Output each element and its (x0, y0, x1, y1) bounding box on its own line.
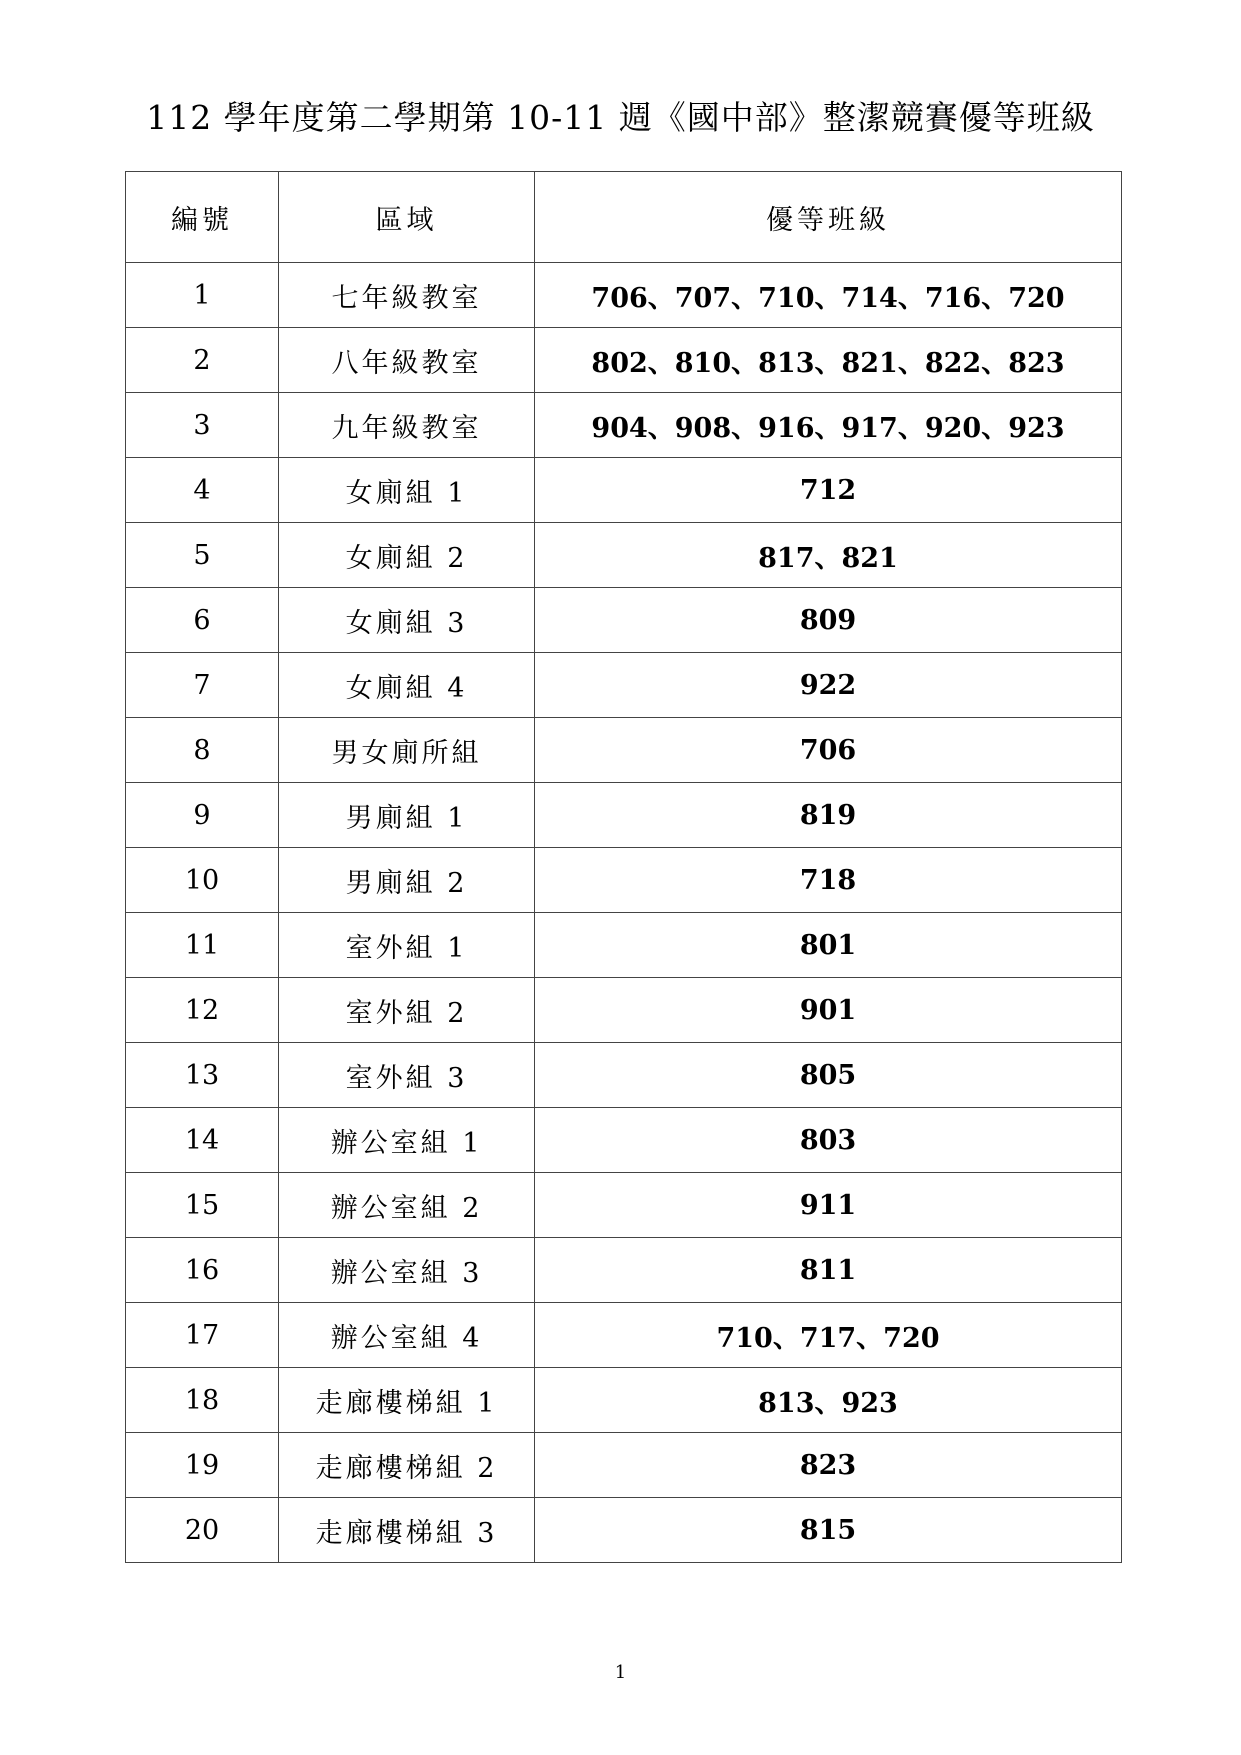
row-number: 14 (126, 1108, 279, 1173)
page-number: 1 (614, 1662, 627, 1683)
table-row (126, 718, 1122, 783)
row-classes: 823 (535, 1433, 1122, 1498)
table-row (126, 458, 1122, 523)
table-row (126, 848, 1122, 913)
row-classes: 802、810、813、821、822、823 (535, 328, 1122, 393)
row-classes: 805 (535, 1043, 1122, 1108)
table-row (126, 393, 1122, 458)
table-header-row (126, 172, 1122, 263)
row-number: 15 (126, 1173, 279, 1238)
row-area: 辦公室組 1 (279, 1108, 535, 1173)
row-number: 5 (126, 523, 279, 588)
row-number: 7 (126, 653, 279, 718)
row-classes: 911 (535, 1173, 1122, 1238)
row-number: 9 (126, 783, 279, 848)
table-row (126, 328, 1122, 393)
row-area: 女廁組 3 (279, 588, 535, 653)
row-area: 男女廁所組 (279, 718, 535, 783)
row-classes: 710、717、720 (535, 1303, 1122, 1368)
row-area: 九年級教室 (279, 393, 535, 458)
header-classes: 優等班級 (535, 172, 1122, 263)
row-classes: 819 (535, 783, 1122, 848)
row-area: 室外組 3 (279, 1043, 535, 1108)
row-classes: 706、707、710、714、716、720 (535, 263, 1122, 328)
row-number: 11 (126, 913, 279, 978)
header-number: 編號 (126, 172, 279, 263)
row-classes: 817、821 (535, 523, 1122, 588)
row-area: 男廁組 2 (279, 848, 535, 913)
row-classes: 901 (535, 978, 1122, 1043)
row-area: 八年級教室 (279, 328, 535, 393)
table-row (126, 653, 1122, 718)
row-classes: 813、923 (535, 1368, 1122, 1433)
row-number: 10 (126, 848, 279, 913)
page-title: 112 學年度第二學期第 10-11 週《國中部》整潔競賽優等班級 (146, 98, 1095, 137)
row-number: 8 (126, 718, 279, 783)
table-row (126, 1173, 1122, 1238)
table-body (126, 263, 1122, 1563)
row-area: 女廁組 4 (279, 653, 535, 718)
row-classes: 706 (535, 718, 1122, 783)
row-area: 走廊樓梯組 2 (279, 1433, 535, 1498)
row-area: 室外組 1 (279, 913, 535, 978)
row-number: 1 (126, 263, 279, 328)
row-number: 3 (126, 393, 279, 458)
header-area: 區域 (279, 172, 535, 263)
row-classes: 809 (535, 588, 1122, 653)
row-number: 13 (126, 1043, 279, 1108)
table-row (126, 1303, 1122, 1368)
row-classes: 803 (535, 1108, 1122, 1173)
row-number: 17 (126, 1303, 279, 1368)
row-classes: 922 (535, 653, 1122, 718)
row-area: 辦公室組 4 (279, 1303, 535, 1368)
table-row (126, 1368, 1122, 1433)
row-area: 七年級教室 (279, 263, 535, 328)
table-row (126, 1043, 1122, 1108)
row-classes: 811 (535, 1238, 1122, 1303)
row-area: 辦公室組 2 (279, 1173, 535, 1238)
row-number: 12 (126, 978, 279, 1043)
awards-table (125, 171, 1122, 1563)
row-classes: 815 (535, 1498, 1122, 1563)
table-row (126, 588, 1122, 653)
row-area: 室外組 2 (279, 978, 535, 1043)
table-row (126, 263, 1122, 328)
row-number: 20 (126, 1498, 279, 1563)
table-row (126, 783, 1122, 848)
table-row (126, 978, 1122, 1043)
row-classes: 718 (535, 848, 1122, 913)
row-number: 4 (126, 458, 279, 523)
row-number: 19 (126, 1433, 279, 1498)
row-classes: 712 (535, 458, 1122, 523)
row-area: 走廊樓梯組 3 (279, 1498, 535, 1563)
table-row (126, 913, 1122, 978)
table-row (126, 1108, 1122, 1173)
row-number: 2 (126, 328, 279, 393)
row-number: 6 (126, 588, 279, 653)
row-area: 男廁組 1 (279, 783, 535, 848)
row-classes: 801 (535, 913, 1122, 978)
row-area: 女廁組 1 (279, 458, 535, 523)
row-area: 走廊樓梯組 1 (279, 1368, 535, 1433)
table-row (126, 1498, 1122, 1563)
table-row (126, 523, 1122, 588)
table-row (126, 1433, 1122, 1498)
row-number: 18 (126, 1368, 279, 1433)
row-area: 辦公室組 3 (279, 1238, 535, 1303)
table-row (126, 1238, 1122, 1303)
row-number: 16 (126, 1238, 279, 1303)
row-classes: 904、908、916、917、920、923 (535, 393, 1122, 458)
row-area: 女廁組 2 (279, 523, 535, 588)
